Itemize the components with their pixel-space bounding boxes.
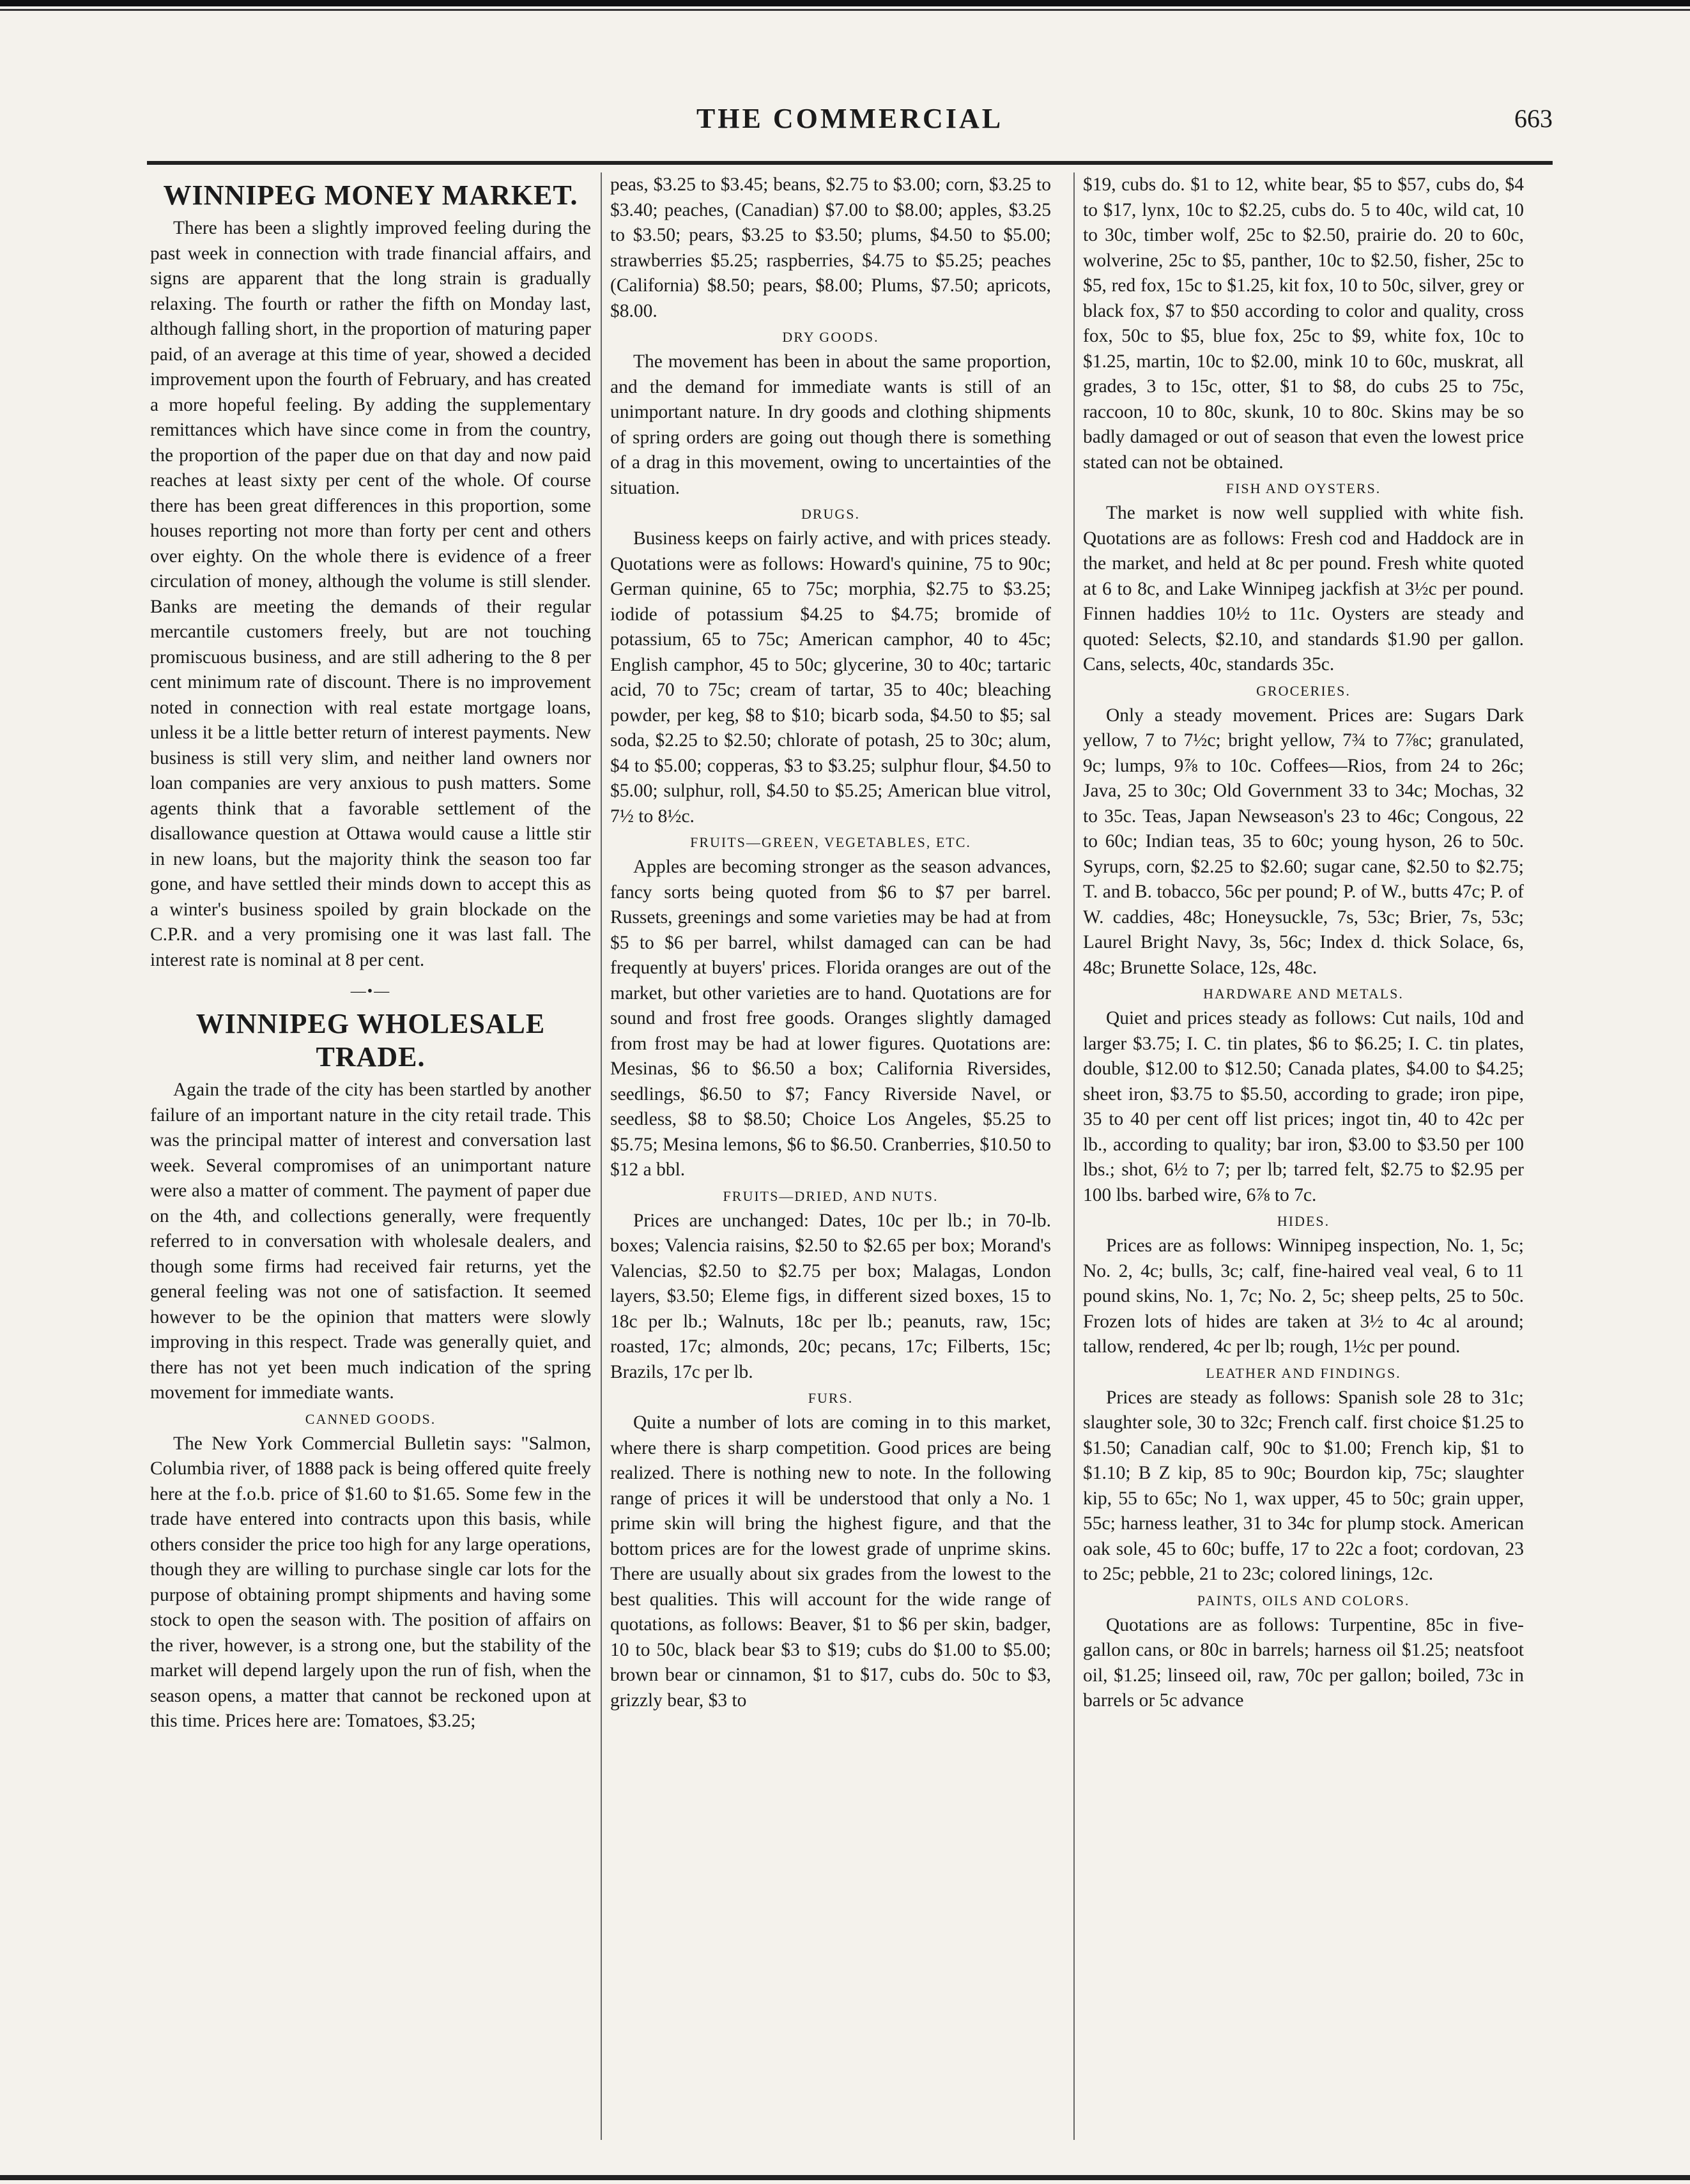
hardware-heading: HARDWARE AND METALS. [1203,986,1404,1002]
column-divider [1073,172,1075,2140]
column-divider [601,172,602,2140]
top-border-rule [0,0,1690,6]
column-1 [150,172,591,2159]
paints-heading: PAINTS, OILS AND COLORS. [1197,1592,1410,1608]
header-rule [147,161,1553,165]
fruits-green-heading: FRUITS—GREEN, VEGETABLES, ETC. [690,834,971,850]
money-market-title: WINNIPEG MONEY MARKET. [163,179,578,211]
canned-goods-continued: peas, $3.25 to $3.45; beans, $2.75 to $3.00; corn, $3.25 to $3.40; peaches, (Canadian) $7.00 to $8.00; apples, $3.25 to $3.50; pears, $3.25 to $3.50; plums, $4.50 to $5.00; strawberries $5.25; raspberries, $4.75 to $5.25; peaches (California) $8.50; pears, $8.00; Plums, $7.50; apricots, $8.00. [610,174,1051,321]
section-divider: —•— [350,983,391,1000]
fruits-dried-text: Prices are unchanged: Dates, 10c per lb.; in 70-lb. boxes; Valencia raisins, $2.50 to $2.65 per box; Morand's Valencias, $2.50 to $2.75 per box; Malagas, London layers, $3.50; Eleme figs, in different sized boxes, 15 to 18c per lb.; Walnuts, 18c per lb.; peanuts, raw, 15c; roasted, 17c; almonds, 20c; pecans, 17c; Filberts, 15c; Brazils, 17c per lb. [610,1210,1051,1382]
groceries-text: Only a steady movement. Prices are: Sugars Dark yellow, 7 to 7½c; bright yellow, 7¾ to 7⅞c; granulated, 9c; lumps, 9⅞ to 10c. Coffees—Rios, from 24 to 26c; Java, 25 to 30c; Old Government 33 to 34c; Mochas, 32 to 35c. Teas, Japan Newseason's 23 to 46c; Congous, 22 to 60c; Indian teas, 35 to 60c; young hyson, 26 to 50c. Syrups, corn, $2.25 to $2.60; sugar cane, $2.50 to $2.75; T. and B. tobacco, 56c per pound; P. of W., butts 47c; P. of W. caddies, 48c; Honeysuckle, 7s, 53c; Brier, 7s, 53c; Laurel Bright Navy, 3s, 56c; Index d. thick Solace, 6s, 48c; Brunette Solace, 12s, 48c. [1083,705,1524,978]
publication-title: THE COMMERCIAL [696,103,1004,134]
drugs-heading: DRUGS. [801,506,861,522]
paints-text: Quotations are as follows: Turpentine, 85c in five-gallon cans, or 80c in barrels; harness oil $1.25; neatsfoot oil, $1.25; linseed oil, raw, 70c per gallon; boiled, 73c in barrels or 5c advance [1083,1614,1524,1711]
hides-heading: HIDES. [1277,1213,1330,1229]
groceries-heading: GROCERIES. [1256,682,1351,699]
canned-goods-text: The New York Commercial Bulletin says: "Salmon, Columbia river, of 1888 pack is being offered quite freely here at the f.o.b. price of $1.60 to $1.65. Some few in the trade have entered into contracts upon this basis, while others consider the price too high for any large operations, though they are willing to purchase single car lots for the purpose of obtaining prompt shipments and having some stock to open the season with. The position of affairs on the river, however, is a strong one, but the stability of the market will depend largely upon the run of fish, when the season opens, a matter that cannot be reckoned upon at this time. Prices here are: Tomatoes, $3.25; [150,1433,591,1731]
page-number: 663 [1514,104,1553,133]
bottom-border-rule [0,2175,1690,2180]
fruits-green-text: Apples are becoming stronger as the season advances, fancy sorts being quoted from $6 to $7 per barrel. Russets, greenings and some varieties may be had at from $5 to $6 per barrel, whilst damaged can can be had frequently at buyers' prices. Florida oranges are out of the market, but other varieties are to hand. Quotations are for sound and frost free goods. Oranges slightly damaged from frost may be had at lower figures. Quotations are: Mesinas, $6 to $6.50 a box; California Riversides, seedlings, $6.50 to $7; Fancy Riverside Navel, or seedless, $8 to $8.50; Choice Los Angeles, $5.25 to $5.75; Mesina lemons, $6 to $6.50. Cranberries, $10.50 to $12 a bbl. [610,857,1051,1180]
dry-goods-text: The movement has been in about the same proportion, and the demand for immediate wants is still of an unimportant nature. In dry goods and clothing shipments of spring orders are going out though there is something of a drag in this movement, owing to uncertainties of the situation. [610,351,1051,498]
column-2 [610,172,1051,2159]
leather-text: Prices are steady as follows: Spanish sole 28 to 31c; slaughter sole, 30 to 32c; French calf. first choice $1.25 to $1.50; Canadian calf, 90c to $1.00; French kip, $1 to $1.10; B Z kip, 85 to 90c; Bourdon kip, 75c; slaughter kip, 55 to 65c; No 1, wax upper, 45 to 50c; grain upper, 55c; harness leather, 31 to 34c for plump stock. American oak sole, 45 to 60c; buffe, 17 to 22c a foot; cordovan, 23 to 25c; pebble, 21 to 23c; colored linings, 12c. [1083,1387,1524,1584]
dry-goods-heading: DRY GOODS. [782,329,879,345]
furs-continued: $19, cubs do. $1 to 12, white bear, $5 to $57, cubs do, $4 to $17, lynx, 10c to $2.25, cubs do. 5 to 40c, wild cat, 10 to 30c, timber wolf, 25c to $2.50, prairie do. 20 to 60c, wolverine, 25c to $5, panther, 10c to $2.50, fisher, 25c to $5, red fox, 15c to $1.25, kit fox, 10 to 50c, silver, grey or black fox, $7 to $50 according to color and quality, cross fox, 50c to $5, blue fox, 25c to $9, white fox, 10c to $1.25, martin, 10c to $2.00, mink 10 to 60c, muskrat, all grades, 3 to 15c, otter, $1 to $8, do cubs 25 to 75c, raccoon, 10 to 80c, skunk, 10 to 80c. Skins may be so badly damaged or out of season that even the lowest price stated can not be obtained. [1083,174,1524,473]
hides-text: Prices are as follows: Winnipeg inspection, No. 1, 5c; No. 2, 4c; bulls, 3c; calf, fine-haired veal veal, 6 to 11 pound skins, No. 1, 7c; No. 2, 5c; sheep pelts, 25 to 50c. Frozen lots of hides are taken at 3½ to 4c al around; tallow, rendered, 4c per lb; rough, 1½c per pound. [1083,1235,1524,1357]
top-border-rule-thin [0,9,1690,11]
page-header [147,102,1553,141]
canned-goods-heading: CANNED GOODS. [305,1410,436,1427]
fish-oysters-text: The market is now well supplied with white fish. Quotations are as follows: Fresh cod and Haddock are in the market, and held at 8c per pound. Fresh white quoted at 6 to 8c, and Lake Winnipeg jackfish at 3½c per pound. Finnen haddies 10½ to 11c. Oysters are steady and quoted: Selects, $2.10, and standards $1.90 per gallon. Cans, selects, 40c, standards 35c. [1083,503,1524,675]
wholesale-trade-title: WINNIPEG WHOLESALE TRADE. [196,1008,546,1073]
money-market-text: There has been a slightly improved feeling during the past week in connection with trade financial affairs, and signs are apparent that the long strain is gradually relaxing. The fourth or rather the fifth on Monday last, although falling short, in the proportion of maturing paper paid, of an average at this time of year, showed a decided improvement upon the fourth of February, and has created a more hopeful feeling. By adding the supplementary remittances which have since come in from the country, the proportion of the paper due on that day and now paid reaches at least sixty per cent of the whole. Of course there has been great differences in this proportion, some houses reporting not more than forty per cent and others over eighty. On the whole there is evidence of a freer circulation of money, although the volume is still slender. Banks are meeting the demands of their regular mercantile customers freely, but are not touching promiscuous business, and are still adhering to the 8 per cent minimum rate of discount. There is no improvement noted in connection with real estate mortgage loans, unless it be a little better return of interest payments. New business is still very slim, and neither land owners nor loan companies are very anxious to push matters. Some agents think that a favorable settlement of the disallowance question at Ottawa would cause a little stir in new loans, but the majority think the season too far gone, and have settled their minds down to accept this as a winter's business spoiled by grain blockade on the C.P.R. and a very promising one it was last fall. The interest rate is nominal at 8 per cent. [150,218,591,970]
fish-oysters-heading: FISH AND OYSTERS. [1225,480,1381,496]
column-3 [1083,172,1524,2159]
leather-heading: LEATHER AND FINDINGS. [1206,1364,1401,1381]
fruits-dried-heading: FRUITS—DRIED, AND NUTS. [723,1187,939,1204]
hardware-text: Quiet and prices steady as follows: Cut nails, 10d and larger $3.75; I. C. tin plates, $6 to $6.25; I. C. tin plates, double, $12.00 to $12.50; Canada plates, $4.00 to $4.25; sheet iron, $3.75 to $5.50, according to grade; iron pipe, 35 to 40 per cent off list prices; ingot tin, 40 to 42c per lb., according to quality; bar iron, $3.00 to $3.50 per 100 lbs.; shot, 6½ to 7; per lb; tarred felt, $2.75 to $2.95 per 100 lbs. barbed wire, 6⅞ to 7c. [1083,1008,1524,1205]
furs-heading: FURS. [808,1390,854,1406]
wholesale-trade-text: Again the trade of the city has been startled by another failure of an important nature in the city retail trade. This was the principal matter of interest and conversation last week. Several compromises of an unimportant nature were also a matter of comment. The payment of paper due on the 4th, and collections generally, were frequently referred to in conversation with wholesale dealers, and though some firms had received fair returns, yet the general feeling was not one of satisfaction. It seemed however to be the opinion that matters were slowly improving in this respect. Trade was generally quiet, and there has not yet been much indication of the spring movement for immediate wants. [150,1080,591,1403]
drugs-text: Business keeps on fairly active, and with prices steady. Quotations were as follows: Howard's quinine, 75 to 90c; German quinine, 65 to 75c; morphia, $2.75 to $3.25; iodide of potassium $4.25 to $4.75; bromide of potassium, 65 to 75c; American camphor, 40 to 45c; English camphor, 45 to 50c; glycerine, 30 to 40c; tartaric acid, 70 to 75c; cream of tartar, 35 to 40c; bleaching powder, per keg, $8 to $10; bicarb soda, $4.50 to $5; sal soda, $2.25 to $2.50; chlorate of potash, 25 to 30c; alum, $4 to $5.00; copperas, $3 to $3.25; sulphur flour, $4.50 to $5.00; sulphur, roll, $4.50 to $5.25; American blue vitrol, 7½ to 8½c. [610,528,1051,827]
furs-text: Quite a number of lots are coming in to this market, where there is sharp competition. Good prices are being realized. There is nothing new to note. In the following range of prices it will be understood that only a No. 1 prime skin will bring the highest figure, and that the bottom prices are for the lowest grade of unprime skins. There are usually about six grades from the lowest to the best qualities. This will account for the wide range of quotations, as follows: Beaver, $1 to $6 per skin, badger, 10 to 50c, black bear $3 to $19; cubs do $1.00 to $5.00; brown bear or cinnamon, $1 to $17, cubs do. 50c to $3, grizzly bear, $3 to [610,1412,1051,1711]
